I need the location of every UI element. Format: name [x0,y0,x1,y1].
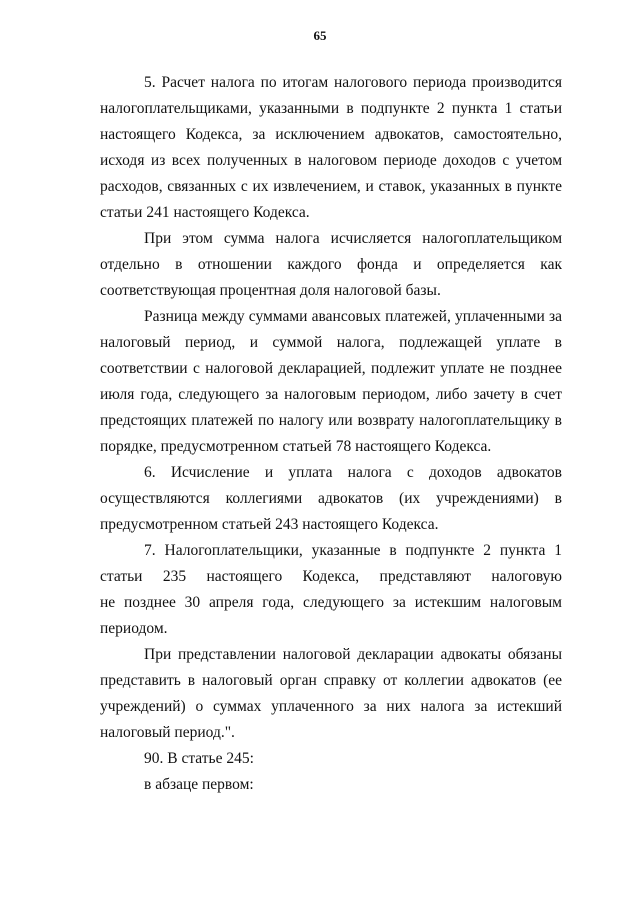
page-number: 65 [313,28,327,43]
text-line: представить в налоговый орган справку от коллегии адвокатов (ее [100,672,562,689]
text-line: порядке, предусмотренном статьей 78 настоящего Кодекса. [100,438,492,455]
text-line: предусмотренном статьей 243 настоящего Кодекса. [100,516,439,533]
text-line: расходов, связанных с их извлечением, и ставок, указанных в пункте [100,178,562,195]
text-line: учреждений) о суммах уплаченного за них налога за истекший [100,698,562,715]
text-line: 5. Расчет налога по итогам налогового периода производится [144,74,562,91]
text-line: соответствии с налоговой декларацией, подлежит уплате не позднее [100,360,562,377]
text-line: При этом сумма налога исчисляется налогоплательщиком [144,230,562,247]
text-line: июля года, следующего за налоговым периодом, либо зачету в счет [100,386,562,403]
text-line: статьи 241 настоящего Кодекса. [100,204,310,221]
text-line: 6. Исчисление и уплата налога с доходов адвокатов [144,464,562,481]
text-line: налоговый период.". [100,724,235,741]
text-line: отдельно в отношении каждого фонда и определяется как [100,256,562,273]
text-line: периодом. [100,620,168,637]
text-line: 7. Налогоплательщики, указанные в подпункте 2 пункта 1 [144,542,562,559]
text-line: статьи 235 настоящего Кодекса, представляют налоговую [100,568,562,585]
text-line: не позднее 30 апреля года, следующего за истекшим налоговым [100,594,562,611]
text-line: 90. В статье 245: [144,750,254,767]
text-line: осуществляются коллегиями адвокатов (их учреждениями) в [100,490,562,507]
text-line: соответствующая процентная доля налоговой базы. [100,282,441,299]
text-line: настоящего Кодекса, за исключением адвокатов, самостоятельно, [100,126,562,143]
text-line: налогоплательщиками, указанными в подпункте 2 пункта 1 статьи [100,100,562,117]
text-line: исходя из всех полученных в налоговом периоде доходов с учетом [100,152,562,169]
text-line: предстоящих платежей по налогу или возврату налогоплательщику в [100,412,562,429]
text-line: При представлении налоговой декларации адвокаты обязаны [144,646,562,663]
text-line: Разница между суммами авансовых платежей, уплаченными за [144,308,562,325]
document-body [100,70,562,798]
text-line: в абзаце первом: [144,776,254,793]
text-line: налоговый период, и суммой налога, подлежащей уплате в [100,334,562,351]
